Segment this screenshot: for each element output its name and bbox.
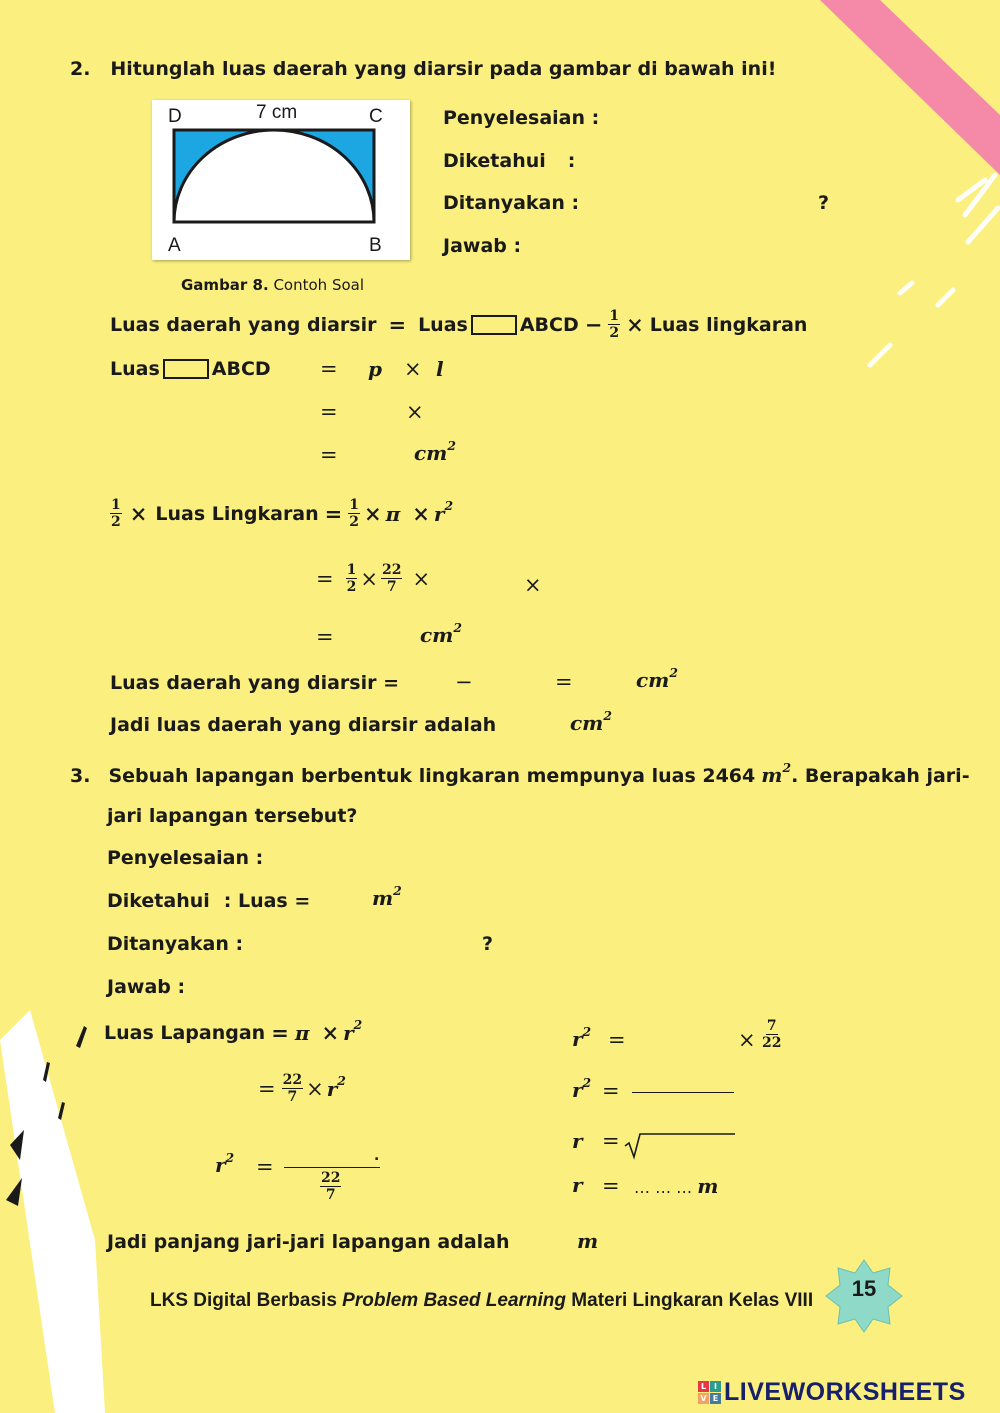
q2-length-input[interactable] bbox=[345, 398, 400, 426]
figure-caption: Gambar 8. Contoh Soal bbox=[181, 276, 365, 294]
q2-rect-area-input[interactable] bbox=[345, 441, 407, 469]
q2-shaded-area-result-input[interactable] bbox=[578, 668, 630, 696]
fraction-half: $\frac{1}{2}$ bbox=[609, 308, 620, 341]
q3-substitution-line: = $\frac{22}{7}$ × $r^2$ bbox=[258, 1072, 346, 1105]
rectangle-symbol bbox=[471, 315, 517, 335]
q2-formula-line: Luas daerah yang diarsir = Luas ABCD − $\frac{1}{2}$ × Luas lingkaran bbox=[110, 308, 808, 341]
q3-r2-left: $r^2$ bbox=[215, 1149, 235, 1177]
q2-diketahui-input[interactable] bbox=[580, 148, 840, 176]
q2-shaded-area-line: Luas daerah yang diarsir = bbox=[110, 672, 399, 694]
q3-luas-lapangan-line: Luas Lapangan = π × $r^2$ bbox=[104, 1017, 363, 1045]
unit-cm2: $cm^2$ bbox=[414, 437, 456, 465]
q3-jawab: Jawab : bbox=[107, 976, 186, 998]
pink-stripe bbox=[820, 0, 1000, 175]
page-number: 15 bbox=[851, 1276, 877, 1301]
q2-diketahui: Diketahui : bbox=[443, 150, 576, 172]
q3-diketahui: Diketahui : Luas = bbox=[107, 890, 311, 912]
label-b: B bbox=[369, 235, 382, 256]
q2-ditanyakan: Ditanyakan : bbox=[443, 192, 580, 214]
q3-heading: 3. Sebuah lapangan berbentuk lingkaran mempunya luas 2464 $m^2$ . Berapakah jari- bbox=[70, 759, 970, 787]
q2-radius-input-1[interactable] bbox=[455, 572, 517, 600]
dimension-label: 7 cm bbox=[256, 102, 298, 123]
q2-half-circle-line: $\frac{1}{2}$ × Luas Lingkaran = $\frac{1}{2}$ × π × $r^2$ bbox=[111, 497, 454, 530]
q3-r-result-input[interactable] bbox=[632, 1170, 694, 1198]
q3-r2-numerator-input[interactable] bbox=[290, 1138, 376, 1164]
q2-final-answer-input[interactable] bbox=[475, 710, 565, 738]
figure-shaded-region bbox=[152, 100, 410, 260]
footer-title: LKS Digital Berbasis Problem Based Learning Materi Lingkaran Kelas VIII bbox=[150, 1290, 814, 1311]
q2-subtract-input-1[interactable] bbox=[385, 668, 450, 696]
q2-conclusion: Jadi luas daerah yang diarsir adalah bbox=[110, 714, 497, 736]
liveworksheets-logo-icon: L I V E bbox=[698, 1381, 721, 1404]
q2-ditanyakan-input[interactable] bbox=[575, 190, 815, 218]
q2-subtract-input-2[interactable] bbox=[478, 668, 548, 696]
q2-question-mark: ? bbox=[818, 192, 830, 214]
q2-width-input[interactable] bbox=[432, 398, 492, 426]
q3-luas-input[interactable] bbox=[300, 886, 366, 914]
q2-penyelesaian: Penyelesaian : bbox=[443, 107, 600, 129]
q2-radius-input-2[interactable] bbox=[550, 572, 612, 600]
q3-conclusion: Jadi panjang jari-jari lapangan adalah bbox=[107, 1231, 510, 1253]
q3-r2-input-2[interactable] bbox=[632, 1066, 734, 1090]
label-d: D bbox=[168, 106, 182, 127]
q3-ditanyakan: Ditanyakan : bbox=[107, 933, 244, 955]
q2-question: Hitunglah luas daerah yang diarsir pada gambar di bawah ini! bbox=[110, 58, 777, 80]
label-a: A bbox=[168, 235, 181, 256]
white-stripe bbox=[0, 1010, 105, 1413]
q3-sqrt-input[interactable] bbox=[642, 1136, 734, 1160]
label-c: C bbox=[369, 106, 383, 127]
q3-question-line2: jari lapangan tersebut? bbox=[107, 805, 358, 827]
brush-strokes bbox=[870, 175, 998, 365]
q3-final-answer-input[interactable] bbox=[485, 1227, 570, 1255]
q2-half-circle-area-input[interactable] bbox=[340, 623, 412, 651]
q3-penyelesaian: Penyelesaian : bbox=[107, 847, 264, 869]
q2-jawab: Jawab : bbox=[443, 235, 522, 257]
q2-substitution-line: = $\frac{1}{2}$ × $\frac{22}{7}$ × bbox=[316, 562, 431, 595]
q3-ditanyakan-input[interactable] bbox=[238, 929, 478, 957]
liveworksheets-brand[interactable] bbox=[698, 1378, 966, 1407]
q3-fraction-bar bbox=[284, 1167, 380, 1168]
q2-heading: 2. Hitunglah luas daerah yang diarsir pada gambar di bawah ini! bbox=[70, 58, 777, 80]
rectangle-symbol bbox=[163, 359, 209, 379]
liveworksheets-wordmark: LIVEWORKSHEETS bbox=[724, 1378, 966, 1406]
q3-r2-input-1[interactable] bbox=[632, 1025, 728, 1053]
q2-rect-area-line: Luas ABCD bbox=[110, 358, 271, 380]
